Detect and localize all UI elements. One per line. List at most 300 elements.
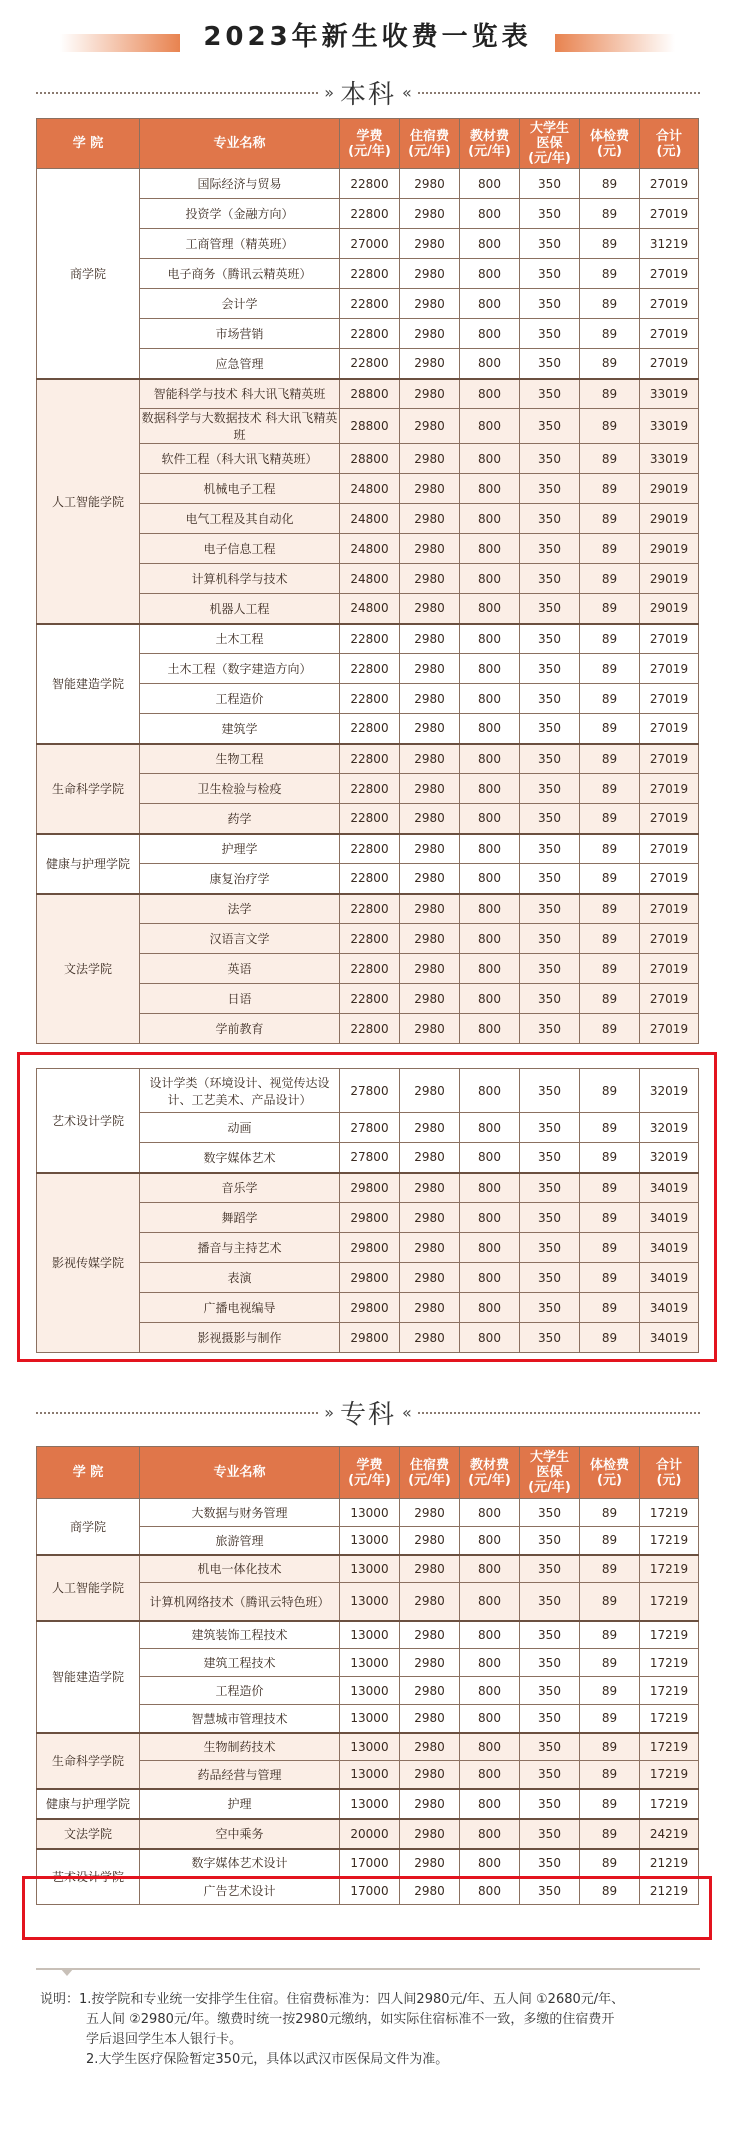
checkup-fee-cell: 89 — [580, 229, 640, 259]
dorm-fee-cell: 2980 — [400, 1263, 460, 1293]
textbook-fee-cell: 800 — [460, 1173, 520, 1203]
textbook-fee-cell: 800 — [460, 654, 520, 684]
tuition-cell: 22800 — [340, 259, 400, 289]
textbook-fee-cell: 800 — [460, 804, 520, 834]
college-group — [37, 1819, 699, 1849]
insurance-cell: 350 — [520, 199, 580, 229]
insurance-cell: 350 — [520, 1143, 580, 1173]
total-cell: 27019 — [640, 774, 699, 804]
insurance-cell: 350 — [520, 1014, 580, 1044]
total-cell: 34019 — [640, 1323, 699, 1353]
dorm-fee-cell: 2980 — [400, 169, 460, 199]
dorm-fee-cell: 2980 — [400, 1499, 460, 1527]
tuition-cell: 22800 — [340, 984, 400, 1014]
insurance-cell: 350 — [520, 1263, 580, 1293]
undergrad-fee-table — [36, 118, 699, 1044]
college-group — [37, 744, 699, 834]
column-header: 教材费 (元/年) — [460, 119, 520, 169]
textbook-fee-cell: 800 — [460, 1293, 520, 1323]
college-group — [37, 834, 699, 894]
checkup-fee-cell: 89 — [580, 684, 640, 714]
tuition-cell: 22800 — [340, 714, 400, 744]
textbook-fee-cell: 800 — [460, 1263, 520, 1293]
total-cell: 32019 — [640, 1069, 699, 1113]
total-cell: 17219 — [640, 1555, 699, 1583]
table-row — [37, 1555, 699, 1583]
dorm-fee-cell: 2980 — [400, 259, 460, 289]
undergrad-art-fee-table — [36, 1068, 699, 1353]
total-cell: 27019 — [640, 894, 699, 924]
tuition-cell: 28800 — [340, 444, 400, 474]
dorm-fee-cell: 2980 — [400, 1705, 460, 1733]
insurance-cell: 350 — [520, 1733, 580, 1761]
tuition-cell: 13000 — [340, 1761, 400, 1789]
divider — [36, 1412, 318, 1414]
tuition-cell: 29800 — [340, 1323, 400, 1353]
tuition-cell: 13000 — [340, 1789, 400, 1819]
column-header: 学 院 — [37, 1447, 140, 1499]
tuition-cell: 22800 — [340, 654, 400, 684]
column-header: 学费 (元/年) — [340, 119, 400, 169]
insurance-cell: 350 — [520, 864, 580, 894]
major-name: 数字媒体艺术 — [140, 1143, 340, 1173]
insurance-cell: 350 — [520, 1113, 580, 1143]
checkup-fee-cell: 89 — [580, 1789, 640, 1819]
table-row — [37, 1789, 699, 1819]
checkup-fee-cell: 89 — [580, 504, 640, 534]
insurance-cell: 350 — [520, 924, 580, 954]
dorm-fee-cell: 2980 — [400, 1819, 460, 1849]
checkup-fee-cell: 89 — [580, 1014, 640, 1044]
checkup-fee-cell: 89 — [580, 1143, 640, 1173]
insurance-cell: 350 — [520, 474, 580, 504]
major-name: 生物工程 — [140, 744, 340, 774]
table-row — [37, 624, 699, 654]
dorm-fee-cell: 2980 — [400, 349, 460, 379]
checkup-fee-cell: 89 — [580, 474, 640, 504]
column-header: 专业名称 — [140, 1447, 340, 1499]
total-cell: 27019 — [640, 834, 699, 864]
insurance-cell: 350 — [520, 1173, 580, 1203]
divider — [36, 92, 318, 94]
section-header-undergrad — [36, 72, 700, 112]
textbook-fee-cell: 800 — [460, 684, 520, 714]
checkup-fee-cell: 89 — [580, 714, 640, 744]
tuition-cell: 13000 — [340, 1621, 400, 1649]
insurance-cell: 350 — [520, 229, 580, 259]
major-name: 机械电子工程 — [140, 474, 340, 504]
table-row — [37, 169, 699, 199]
column-header: 体检费 (元) — [580, 1447, 640, 1499]
total-cell: 17219 — [640, 1649, 699, 1677]
college-name: 人工智能学院 — [37, 379, 140, 624]
dorm-fee-cell: 2980 — [400, 1555, 460, 1583]
insurance-cell: 350 — [520, 894, 580, 924]
tuition-cell: 29800 — [340, 1263, 400, 1293]
table-row — [37, 1173, 699, 1203]
checkup-fee-cell: 89 — [580, 1203, 640, 1233]
major-name: 汉语言文学 — [140, 924, 340, 954]
dorm-fee-cell: 2980 — [400, 624, 460, 654]
textbook-fee-cell: 800 — [460, 1499, 520, 1527]
column-header: 大学生 医保 (元/年) — [520, 119, 580, 169]
tuition-cell: 29800 — [340, 1203, 400, 1233]
dorm-fee-cell: 2980 — [400, 1649, 460, 1677]
major-name: 生物制药技术 — [140, 1733, 340, 1761]
textbook-fee-cell: 800 — [460, 259, 520, 289]
checkup-fee-cell: 89 — [580, 804, 640, 834]
major-name: 工程造价 — [140, 1677, 340, 1705]
total-cell: 33019 — [640, 409, 699, 444]
textbook-fee-cell: 800 — [460, 1014, 520, 1044]
total-cell: 27019 — [640, 259, 699, 289]
tuition-cell: 24800 — [340, 504, 400, 534]
dorm-fee-cell: 2980 — [400, 594, 460, 624]
total-cell: 33019 — [640, 444, 699, 474]
dorm-fee-cell: 2980 — [400, 1677, 460, 1705]
dorm-fee-cell: 2980 — [400, 1293, 460, 1323]
textbook-fee-cell: 800 — [460, 834, 520, 864]
textbook-fee-cell: 800 — [460, 1233, 520, 1263]
textbook-fee-cell: 800 — [460, 924, 520, 954]
textbook-fee-cell: 800 — [460, 1621, 520, 1649]
dorm-fee-cell: 2980 — [400, 379, 460, 409]
college-name: 智能建造学院 — [37, 1621, 140, 1733]
tuition-cell: 28800 — [340, 409, 400, 444]
college-group — [37, 379, 699, 624]
major-name: 影视摄影与制作 — [140, 1323, 340, 1353]
major-name: 舞蹈学 — [140, 1203, 340, 1233]
total-cell: 27019 — [640, 744, 699, 774]
college-group — [37, 624, 699, 744]
major-name: 大数据与财务管理 — [140, 1499, 340, 1527]
column-header: 住宿费 (元/年) — [400, 119, 460, 169]
major-name: 广告艺术设计 — [140, 1877, 340, 1905]
total-cell: 27019 — [640, 199, 699, 229]
textbook-fee-cell: 800 — [460, 1069, 520, 1113]
table-row — [37, 1849, 699, 1877]
total-cell: 34019 — [640, 1173, 699, 1203]
tuition-cell: 22800 — [340, 349, 400, 379]
major-name: 机器人工程 — [140, 594, 340, 624]
tuition-cell: 13000 — [340, 1705, 400, 1733]
textbook-fee-cell: 800 — [460, 1323, 520, 1353]
total-cell: 21219 — [640, 1877, 699, 1905]
dorm-fee-cell: 2980 — [400, 1173, 460, 1203]
total-cell: 29019 — [640, 594, 699, 624]
column-header: 合计 (元) — [640, 1447, 699, 1499]
tuition-cell: 22800 — [340, 744, 400, 774]
major-name: 护理学 — [140, 834, 340, 864]
insurance-cell: 350 — [520, 624, 580, 654]
college-group — [37, 894, 699, 1044]
major-name: 电子信息工程 — [140, 534, 340, 564]
tuition-cell: 22800 — [340, 834, 400, 864]
insurance-cell: 350 — [520, 1323, 580, 1353]
column-header: 专业名称 — [140, 119, 340, 169]
major-name: 投资学（金融方向） — [140, 199, 340, 229]
total-cell: 17219 — [640, 1761, 699, 1789]
checkup-fee-cell: 89 — [580, 774, 640, 804]
tuition-cell: 13000 — [340, 1649, 400, 1677]
checkup-fee-cell: 89 — [580, 319, 640, 349]
total-cell: 17219 — [640, 1527, 699, 1555]
insurance-cell: 350 — [520, 1819, 580, 1849]
checkup-fee-cell: 89 — [580, 1733, 640, 1761]
insurance-cell: 350 — [520, 1527, 580, 1555]
college-name: 艺术设计学院 — [37, 1069, 140, 1173]
total-cell: 29019 — [640, 534, 699, 564]
textbook-fee-cell: 800 — [460, 1555, 520, 1583]
major-name: 电子商务（腾讯云精英班） — [140, 259, 340, 289]
checkup-fee-cell: 89 — [580, 954, 640, 984]
title-decoration-right — [555, 34, 675, 52]
total-cell: 27019 — [640, 1014, 699, 1044]
dorm-fee-cell: 2980 — [400, 1323, 460, 1353]
college-group — [37, 1789, 699, 1819]
section-title: 本科 — [340, 79, 397, 110]
chevron-left-icon: « — [402, 1402, 412, 1422]
dorm-fee-cell: 2980 — [400, 744, 460, 774]
major-name: 药品经营与管理 — [140, 1761, 340, 1789]
major-name: 工商管理（精英班） — [140, 229, 340, 259]
textbook-fee-cell: 800 — [460, 289, 520, 319]
major-name: 表演 — [140, 1263, 340, 1293]
tuition-cell: 24800 — [340, 564, 400, 594]
insurance-cell: 350 — [520, 1849, 580, 1877]
major-name: 动画 — [140, 1113, 340, 1143]
major-name: 播音与主持艺术 — [140, 1233, 340, 1263]
notes-divider — [36, 1968, 700, 1970]
table-row — [37, 1819, 699, 1849]
major-name: 广播电视编导 — [140, 1293, 340, 1323]
notes-label: 说明： — [40, 1992, 80, 2007]
textbook-fee-cell: 800 — [460, 444, 520, 474]
tuition-cell: 29800 — [340, 1173, 400, 1203]
checkup-fee-cell: 89 — [580, 199, 640, 229]
title-decoration-left — [60, 34, 180, 52]
insurance-cell: 350 — [520, 259, 580, 289]
major-name: 软件工程（科大讯飞精英班） — [140, 444, 340, 474]
checkup-fee-cell: 89 — [580, 259, 640, 289]
college-name: 商学院 — [37, 1499, 140, 1555]
tuition-cell: 27800 — [340, 1143, 400, 1173]
insurance-cell: 350 — [520, 1621, 580, 1649]
textbook-fee-cell: 800 — [460, 714, 520, 744]
note-1-cont: 五人间 ②2980元/年。缴费时统一按2980元缴纳，如实际住宿标准不一致，多缴的住宿费开 — [86, 2012, 615, 2027]
major-name: 工程造价 — [140, 684, 340, 714]
total-cell: 27019 — [640, 349, 699, 379]
insurance-cell: 350 — [520, 444, 580, 474]
textbook-fee-cell: 800 — [460, 1819, 520, 1849]
dorm-fee-cell: 2980 — [400, 229, 460, 259]
dorm-fee-cell: 2980 — [400, 1789, 460, 1819]
insurance-cell: 350 — [520, 1555, 580, 1583]
total-cell: 27019 — [640, 624, 699, 654]
college-group — [37, 1621, 699, 1733]
dorm-fee-cell: 2980 — [400, 1849, 460, 1877]
major-name: 土木工程 — [140, 624, 340, 654]
total-cell: 29019 — [640, 504, 699, 534]
textbook-fee-cell: 800 — [460, 1649, 520, 1677]
tuition-cell: 13000 — [340, 1583, 400, 1621]
college-name: 影视传媒学院 — [37, 1173, 140, 1353]
checkup-fee-cell: 89 — [580, 534, 640, 564]
title-area — [0, 14, 735, 54]
dorm-fee-cell: 2980 — [400, 804, 460, 834]
tuition-cell: 17000 — [340, 1877, 400, 1905]
checkup-fee-cell: 89 — [580, 564, 640, 594]
checkup-fee-cell: 89 — [580, 289, 640, 319]
total-cell: 17219 — [640, 1789, 699, 1819]
dorm-fee-cell: 2980 — [400, 1733, 460, 1761]
tuition-cell: 13000 — [340, 1499, 400, 1527]
textbook-fee-cell: 800 — [460, 1733, 520, 1761]
total-cell: 17219 — [640, 1583, 699, 1621]
chevron-right-icon: » — [324, 82, 334, 102]
college-name: 文法学院 — [37, 894, 140, 1044]
total-cell: 17219 — [640, 1621, 699, 1649]
checkup-fee-cell: 89 — [580, 924, 640, 954]
checkup-fee-cell: 89 — [580, 624, 640, 654]
major-name: 建筑工程技术 — [140, 1649, 340, 1677]
checkup-fee-cell: 89 — [580, 1527, 640, 1555]
total-cell: 34019 — [640, 1263, 699, 1293]
tuition-cell: 22800 — [340, 684, 400, 714]
tuition-cell: 24800 — [340, 534, 400, 564]
tuition-cell: 22800 — [340, 954, 400, 984]
insurance-cell: 350 — [520, 1293, 580, 1323]
checkup-fee-cell: 89 — [580, 834, 640, 864]
divider — [418, 1412, 700, 1414]
textbook-fee-cell: 800 — [460, 1877, 520, 1905]
tuition-cell: 22800 — [340, 624, 400, 654]
insurance-cell: 350 — [520, 379, 580, 409]
insurance-cell: 350 — [520, 834, 580, 864]
checkup-fee-cell: 89 — [580, 1677, 640, 1705]
textbook-fee-cell: 800 — [460, 1761, 520, 1789]
table-row — [37, 894, 699, 924]
textbook-fee-cell: 800 — [460, 319, 520, 349]
total-cell: 27019 — [640, 319, 699, 349]
total-cell: 32019 — [640, 1143, 699, 1173]
dorm-fee-cell: 2980 — [400, 774, 460, 804]
total-cell: 27019 — [640, 804, 699, 834]
divider — [418, 92, 700, 94]
major-name: 数据科学与大数据技术 科大讯飞精英班 — [140, 409, 340, 444]
major-name: 智能科学与技术 科大讯飞精英班 — [140, 379, 340, 409]
major-name: 建筑学 — [140, 714, 340, 744]
total-cell: 17219 — [640, 1705, 699, 1733]
textbook-fee-cell: 800 — [460, 1705, 520, 1733]
tuition-cell: 27800 — [340, 1113, 400, 1143]
insurance-cell: 350 — [520, 1789, 580, 1819]
column-header: 体检费 (元) — [580, 119, 640, 169]
textbook-fee-cell: 800 — [460, 1583, 520, 1621]
major-name: 卫生检验与检疫 — [140, 774, 340, 804]
notes — [40, 1990, 700, 2070]
college-group — [37, 1555, 699, 1621]
checkup-fee-cell: 89 — [580, 1849, 640, 1877]
dorm-fee-cell: 2980 — [400, 1527, 460, 1555]
major-name: 机电一体化技术 — [140, 1555, 340, 1583]
insurance-cell: 350 — [520, 289, 580, 319]
major-name: 会计学 — [140, 289, 340, 319]
textbook-fee-cell: 800 — [460, 954, 520, 984]
dorm-fee-cell: 2980 — [400, 984, 460, 1014]
college-group — [37, 1733, 699, 1789]
textbook-fee-cell: 800 — [460, 504, 520, 534]
highlight-box-art-college — [22, 1876, 712, 1940]
total-cell: 17219 — [640, 1677, 699, 1705]
dorm-fee-cell: 2980 — [400, 319, 460, 349]
college-name: 艺术设计学院 — [37, 1849, 140, 1905]
dorm-fee-cell: 2980 — [400, 834, 460, 864]
major-name: 音乐学 — [140, 1173, 340, 1203]
checkup-fee-cell: 89 — [580, 409, 640, 444]
tuition-cell: 13000 — [340, 1527, 400, 1555]
textbook-fee-cell: 800 — [460, 624, 520, 654]
dorm-fee-cell: 2980 — [400, 1583, 460, 1621]
tuition-cell: 22800 — [340, 199, 400, 229]
tuition-cell: 22800 — [340, 864, 400, 894]
college-name: 生命科学学院 — [37, 1733, 140, 1789]
total-cell: 27019 — [640, 684, 699, 714]
total-cell: 29019 — [640, 474, 699, 504]
major-name: 市场营销 — [140, 319, 340, 349]
tuition-cell: 22800 — [340, 289, 400, 319]
checkup-fee-cell: 89 — [580, 1621, 640, 1649]
tuition-cell: 17000 — [340, 1849, 400, 1877]
tuition-cell: 20000 — [340, 1819, 400, 1849]
notes-pointer-icon — [60, 1968, 74, 1976]
checkup-fee-cell: 89 — [580, 379, 640, 409]
insurance-cell: 350 — [520, 1069, 580, 1113]
insurance-cell: 350 — [520, 1583, 580, 1621]
checkup-fee-cell: 89 — [580, 1583, 640, 1621]
textbook-fee-cell: 800 — [460, 409, 520, 444]
major-name: 药学 — [140, 804, 340, 834]
tuition-cell: 13000 — [340, 1555, 400, 1583]
major-name: 土木工程（数字建造方向） — [140, 654, 340, 684]
column-header: 教材费 (元/年) — [460, 1447, 520, 1499]
total-cell: 27019 — [640, 924, 699, 954]
dorm-fee-cell: 2980 — [400, 474, 460, 504]
college-name: 文法学院 — [37, 1819, 140, 1849]
checkup-fee-cell: 89 — [580, 1323, 640, 1353]
tuition-cell: 22800 — [340, 924, 400, 954]
textbook-fee-cell: 800 — [460, 744, 520, 774]
checkup-fee-cell: 89 — [580, 984, 640, 1014]
tuition-cell: 27800 — [340, 1069, 400, 1113]
column-header: 大学生 医保 (元/年) — [520, 1447, 580, 1499]
textbook-fee-cell: 800 — [460, 1789, 520, 1819]
tuition-cell: 22800 — [340, 804, 400, 834]
dorm-fee-cell: 2980 — [400, 654, 460, 684]
college-group — [37, 1173, 699, 1353]
total-cell: 27019 — [640, 654, 699, 684]
college-name: 人工智能学院 — [37, 1555, 140, 1621]
table-row — [37, 1621, 699, 1649]
major-name: 电气工程及其自动化 — [140, 504, 340, 534]
column-header: 住宿费 (元/年) — [400, 1447, 460, 1499]
textbook-fee-cell: 800 — [460, 564, 520, 594]
major-name: 设计学类（环境设计、视觉传达设计、工艺美术、产品设计） — [140, 1069, 340, 1113]
column-header: 合计 (元) — [640, 119, 699, 169]
section-title: 专科 — [340, 1399, 397, 1430]
tuition-cell: 22800 — [340, 169, 400, 199]
tuition-cell: 13000 — [340, 1677, 400, 1705]
